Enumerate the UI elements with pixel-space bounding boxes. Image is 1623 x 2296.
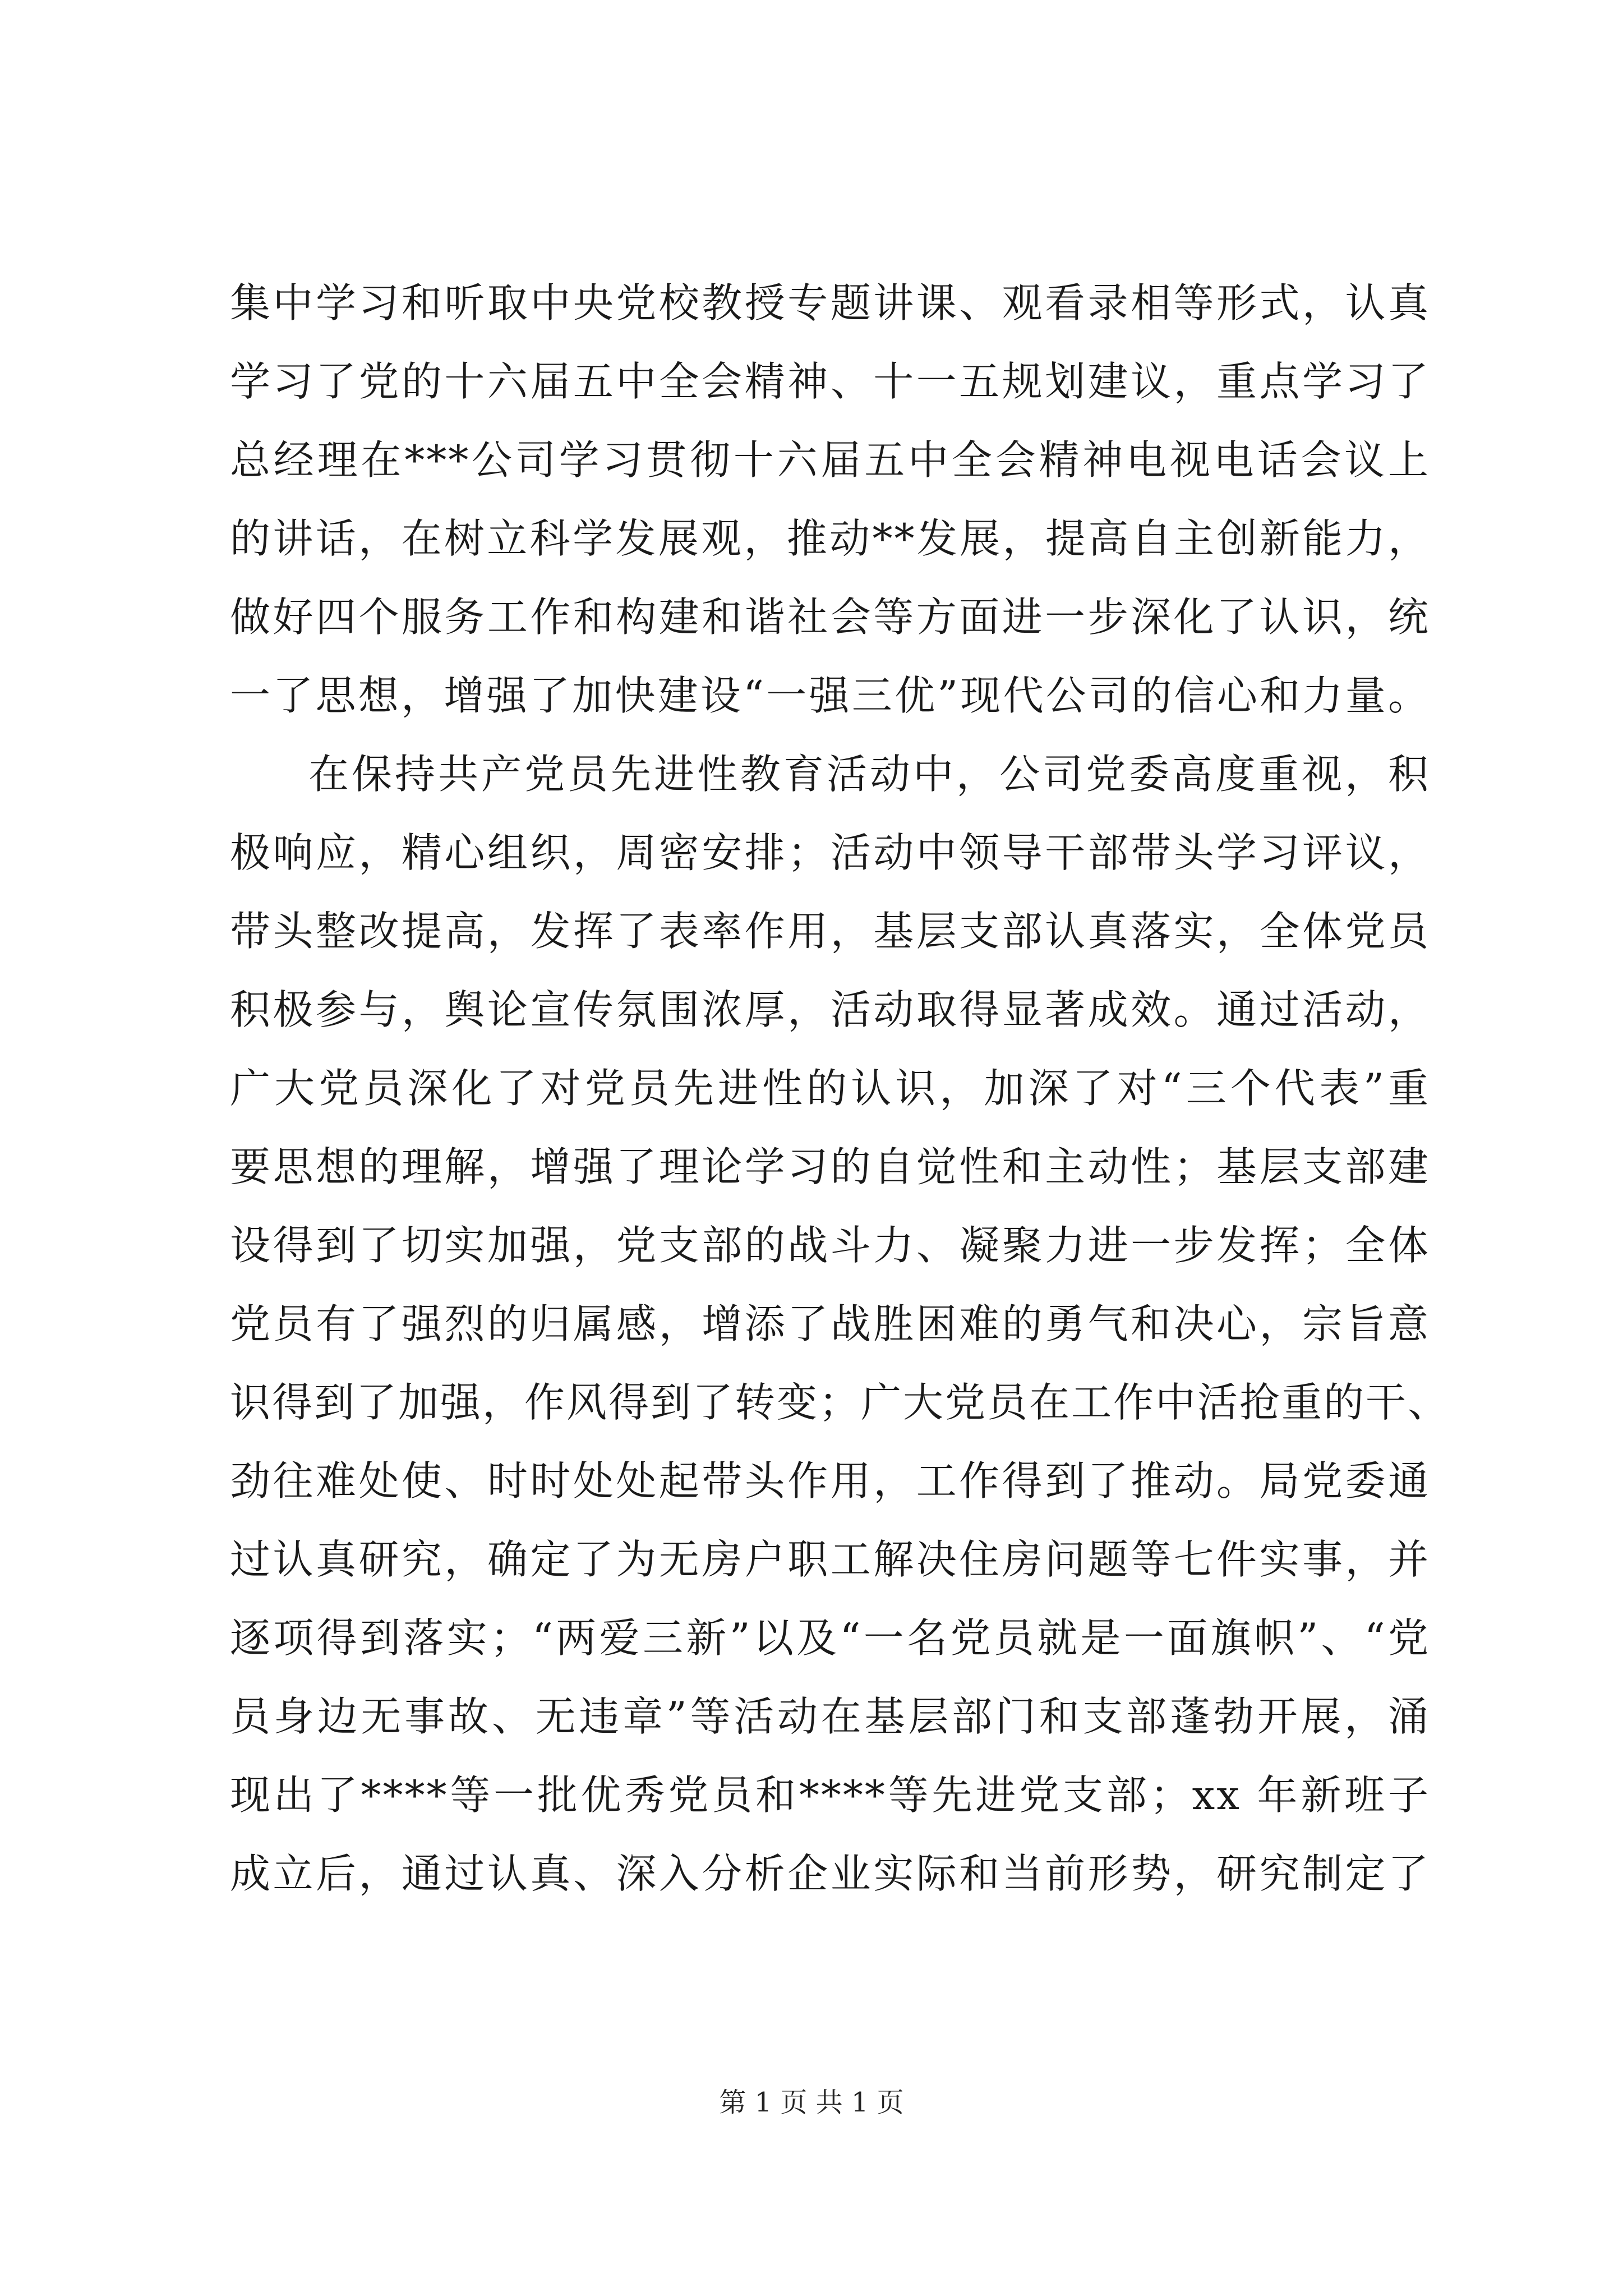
paragraph-2-line-8: 党员有了强烈的归属感，增添了战胜困难的勇气和决心，宗旨意 xyxy=(230,1300,1430,1347)
paragraph-2-line-6: 要思想的理解，增强了理论学习的自觉性和主动性；基层支部建 xyxy=(230,1143,1430,1190)
paragraph-2-line-13: 员身边无事故、无违章”等活动在基层部门和支部蓬勃开展，涌 xyxy=(230,1693,1430,1740)
paragraph-2-line-15: 成立后，通过认真、深入分析企业实际和当前形势，研究制定了 xyxy=(230,1850,1430,1897)
paragraph-2-line-11: 过认真研究，确定了为无房户职工解决住房问题等七件实事，并 xyxy=(230,1536,1430,1583)
paragraph-2-line-1: 在保持共产党员先进性教育活动中，公司党委高度重视，积 xyxy=(308,751,1430,798)
paragraph-1-line-3: 总经理在***公司学习贯彻十六届五中全会精神电视电话会议上 xyxy=(230,436,1430,484)
paragraph-1-line-5: 做好四个服务工作和构建和谐社会等方面进一步深化了认识，统 xyxy=(230,593,1430,641)
paragraph-1-line-1: 集中学习和听取中央党校教授专题讲课、观看录相等形式，认真 xyxy=(230,279,1430,326)
paragraph-2-line-10: 劲往难处使、时时处处起带头作用，工作得到了推动。局党委通 xyxy=(230,1457,1430,1504)
paragraph-2-line-7: 设得到了切实加强，党支部的战斗力、凝聚力进一步发挥；全体 xyxy=(230,1222,1430,1269)
paragraph-1-line-2: 学习了党的十六届五中全会精神、十一五规划建议，重点学习了 xyxy=(230,358,1430,405)
paragraph-2-line-9: 识得到了加强，作风得到了转变；广大党员在工作中活抢重的干、 xyxy=(230,1379,1450,1426)
paragraph-2-line-12: 逐项得到落实；“两爱三新”以及“一名党员就是一面旗帜”、“党 xyxy=(230,1614,1430,1662)
paragraph-2-line-5: 广大党员深化了对党员先进性的认识，加深了对“三个代表”重 xyxy=(230,1065,1430,1112)
paragraph-2-line-14: 现出了****等一批优秀党员和****等先进党支部；xx 年新班子 xyxy=(230,1772,1430,1819)
paragraph-1-line-6: 一了思想，增强了加快建设“一强三优”现代公司的信心和力量。 xyxy=(230,672,1430,719)
paragraph-2-line-2: 极响应，精心组织，周密安排；活动中领导干部带头学习评议， xyxy=(230,829,1430,876)
paragraph-2-line-4: 积极参与，舆论宣传氛围浓厚，活动取得显著成效。通过活动， xyxy=(230,986,1430,1033)
page-footer: 第 1 页 共 1 页 xyxy=(719,2087,904,2118)
paragraph-1-line-4: 的讲话，在树立科学发展观，推动**发展，提高自主创新能力， xyxy=(230,515,1430,562)
paragraph-2-line-3: 带头整改提高，发挥了表率作用，基层支部认真落实，全体党员 xyxy=(230,908,1430,955)
